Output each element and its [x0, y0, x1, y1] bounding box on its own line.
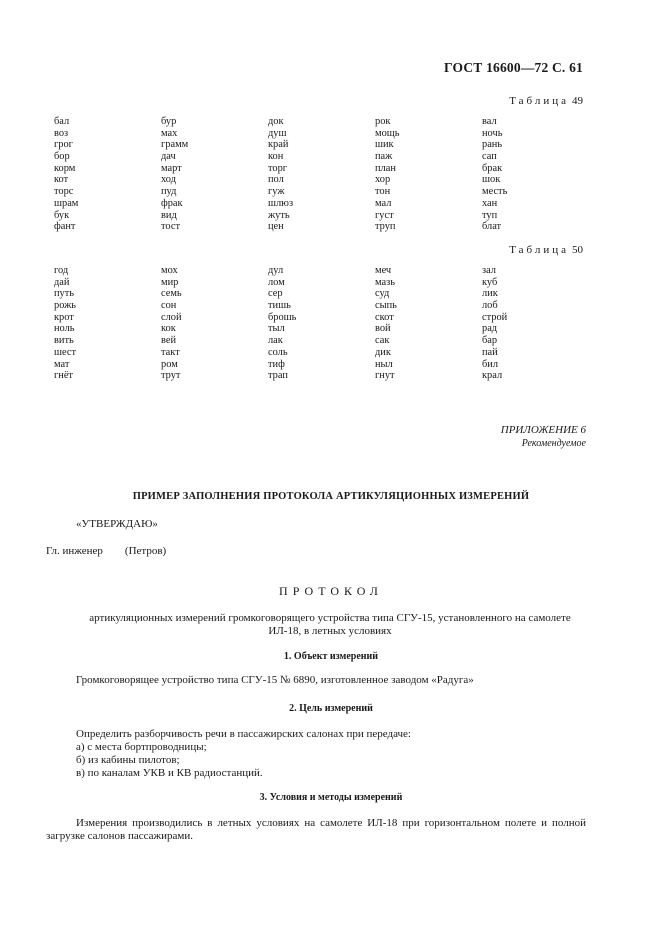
word-cell: меч [375, 265, 392, 276]
word-cell: дач [161, 151, 176, 163]
word-cell: март [161, 162, 182, 174]
word-cell: вал [482, 116, 497, 127]
engineer-role: Гл. инженер [46, 545, 103, 557]
word-row [54, 277, 594, 289]
word-cell: брак [482, 162, 503, 174]
word-cell: сап [482, 151, 497, 163]
word-cell: торг [268, 162, 288, 174]
word-cell: дул [268, 265, 284, 276]
word-row [54, 128, 594, 140]
word-cell: шик [375, 139, 394, 151]
word-row [54, 335, 594, 347]
appendix-label [501, 424, 586, 450]
word-cell: рад [482, 323, 498, 335]
word-cell: хор [375, 174, 391, 186]
word-cell: крот [54, 311, 74, 323]
section-1-heading: 1. Объект измерений [283, 651, 379, 662]
engineer-name: (Петров) [124, 545, 167, 557]
word-cell: бор [54, 151, 70, 163]
engineer-line [46, 545, 166, 557]
section-2-intro: Определить разборчивость речи в пассажирских салонах при передаче: [76, 728, 411, 740]
word-cell: гнут [375, 370, 395, 382]
word-cell: бук [54, 209, 70, 221]
word-cell: край [268, 139, 289, 151]
table-49-caption-label: Таблица [509, 95, 569, 107]
word-row [54, 174, 594, 186]
word-cell: воз [54, 127, 69, 139]
word-cell: рожь [54, 300, 77, 312]
word-cell: шок [482, 174, 501, 186]
word-cell: строй [482, 311, 508, 323]
word-row [54, 186, 594, 198]
word-cell: куб [482, 276, 498, 288]
word-cell: корм [54, 162, 76, 174]
word-cell: кон [268, 151, 284, 163]
word-row [54, 210, 594, 222]
word-cell: семь [161, 288, 182, 300]
word-row [54, 370, 594, 382]
word-cell: такт [161, 346, 180, 358]
word-cell: душ [268, 127, 287, 139]
table-49 [54, 116, 594, 233]
word-cell: грамм [161, 139, 189, 151]
table-49-caption [509, 95, 583, 107]
word-cell: сер [268, 288, 283, 300]
word-cell: туп [482, 209, 498, 221]
word-cell: брошь [268, 311, 297, 323]
word-row [54, 359, 594, 371]
word-cell: мощь [375, 127, 400, 139]
word-cell: дай [54, 276, 70, 288]
word-cell: дик [375, 346, 391, 358]
word-cell: месть [482, 186, 508, 198]
word-cell: лом [268, 276, 285, 288]
word-cell: ноль [54, 323, 75, 335]
word-cell: бил [482, 358, 499, 370]
word-cell: тост [161, 221, 181, 233]
word-cell: сон [161, 300, 177, 312]
word-cell: шест [54, 346, 77, 358]
word-cell: рань [482, 139, 503, 151]
word-cell: соль [268, 346, 288, 358]
word-cell: лик [482, 288, 498, 300]
word-cell: слой [161, 311, 182, 323]
word-row [54, 163, 594, 175]
word-cell: мох [161, 265, 178, 276]
section-2-item: б) из кабины пилотов; [76, 754, 180, 766]
protocol-title: ПРОТОКОЛ [279, 584, 383, 598]
word-row [54, 312, 594, 324]
word-row [54, 288, 594, 300]
word-cell: ход [161, 174, 176, 186]
section-3-text: Измерения производились в летных условиях на самолете ИЛ-18 при горизонтальном полете и полной загрузке салонов пассажирами. [46, 817, 586, 842]
main-title: ПРИМЕР ЗАПОЛНЕНИЯ ПРОТОКОЛА АРТИКУЛЯЦИОННЫХ ИЗМЕРЕНИЙ [132, 491, 530, 502]
section-1-text: Громкоговорящее устройство типа СГУ-15 № 6890, изготовленное заводом «Радуга» [76, 674, 474, 686]
word-row [54, 265, 594, 277]
word-cell: труп [375, 221, 396, 233]
table-50-caption-label: Таблица [509, 244, 569, 256]
table-49-number: 49 [572, 95, 583, 107]
word-cell: кот [54, 174, 69, 186]
table-50-number: 50 [572, 244, 583, 256]
word-cell: ночь [482, 127, 503, 139]
section-2-body [76, 728, 411, 780]
word-cell: лоб [482, 300, 498, 312]
appendix-subtitle: Рекомендуемое [521, 438, 586, 449]
word-cell: зал [482, 265, 496, 276]
word-row [54, 323, 594, 335]
word-cell: пол [268, 174, 284, 186]
word-cell: тон [375, 186, 391, 198]
word-cell: мир [161, 276, 179, 288]
word-cell: бар [482, 335, 498, 347]
table-50 [54, 265, 594, 382]
word-row [54, 347, 594, 359]
word-cell: жуть [268, 209, 290, 221]
word-cell: кок [161, 323, 176, 335]
word-cell: торс [54, 186, 74, 198]
word-cell: путь [54, 288, 75, 300]
word-cell: тиф [268, 358, 285, 370]
word-cell: блат [482, 221, 502, 233]
word-cell: фант [54, 221, 76, 233]
word-cell: док [268, 116, 284, 127]
word-cell: хан [482, 197, 498, 209]
word-cell: грог [54, 139, 73, 151]
word-cell: бур [161, 116, 177, 127]
word-cell: гнёт [54, 370, 73, 382]
protocol-subtitle-line-1: артикуляционных измерений громкоговорящего устройства типа СГУ-15, установленного на самолете [89, 612, 571, 624]
word-cell: рок [375, 116, 391, 127]
approve-stamp: «УТВЕРЖДАЮ» [76, 518, 158, 530]
word-cell: фрак [161, 197, 183, 209]
word-cell: пай [482, 346, 498, 358]
word-row [54, 139, 594, 151]
word-cell: год [54, 265, 69, 276]
appendix-title: ПРИЛОЖЕНИЕ 6 [500, 424, 586, 436]
word-cell: густ [375, 209, 394, 221]
word-cell: пуд [161, 186, 177, 198]
word-cell: крал [482, 370, 503, 382]
section-2-item: а) с места бортпроводницы; [76, 741, 207, 753]
word-cell: ныл [375, 358, 393, 370]
table-50-caption [509, 244, 583, 256]
page-header: ГОСТ 16600—72 С. 61 [444, 60, 583, 75]
word-cell: вид [161, 209, 177, 221]
word-cell: лак [268, 335, 283, 347]
word-cell: паж [375, 151, 393, 163]
word-cell: мал [375, 197, 392, 209]
word-row [54, 221, 594, 233]
word-row [54, 300, 594, 312]
word-row [54, 151, 594, 163]
word-cell: тыл [268, 323, 285, 335]
word-cell: план [375, 162, 396, 174]
word-cell: сыпь [375, 300, 397, 312]
word-cell: сак [375, 335, 390, 347]
word-cell: цен [268, 221, 284, 233]
word-row [54, 116, 594, 128]
protocol-subtitle-line-2: ИЛ-18, в летных условиях [268, 625, 392, 637]
word-cell: гуж [268, 186, 285, 198]
word-cell: бал [54, 116, 70, 127]
word-cell: мах [161, 127, 178, 139]
word-cell: шлюз [268, 197, 294, 209]
word-cell: шрам [54, 197, 79, 209]
word-cell: вей [161, 335, 177, 347]
word-cell: ром [161, 358, 178, 370]
word-cell: мат [54, 358, 70, 370]
word-cell: трут [161, 370, 181, 382]
word-row [54, 198, 594, 210]
word-cell: мазь [375, 276, 395, 288]
section-2-heading: 2. Цель измерений [289, 703, 373, 714]
word-cell: тишь [268, 300, 291, 312]
word-cell: вой [375, 323, 391, 335]
section-3-heading: 3. Условия и методы измерений [259, 792, 403, 803]
word-cell: суд [375, 288, 390, 300]
word-cell: трап [268, 370, 288, 382]
protocol-subtitle [40, 612, 620, 638]
word-cell: скот [375, 311, 394, 323]
word-cell: вить [54, 335, 74, 347]
section-2-item: в) по каналам УКВ и КВ радиостанций. [76, 767, 263, 779]
